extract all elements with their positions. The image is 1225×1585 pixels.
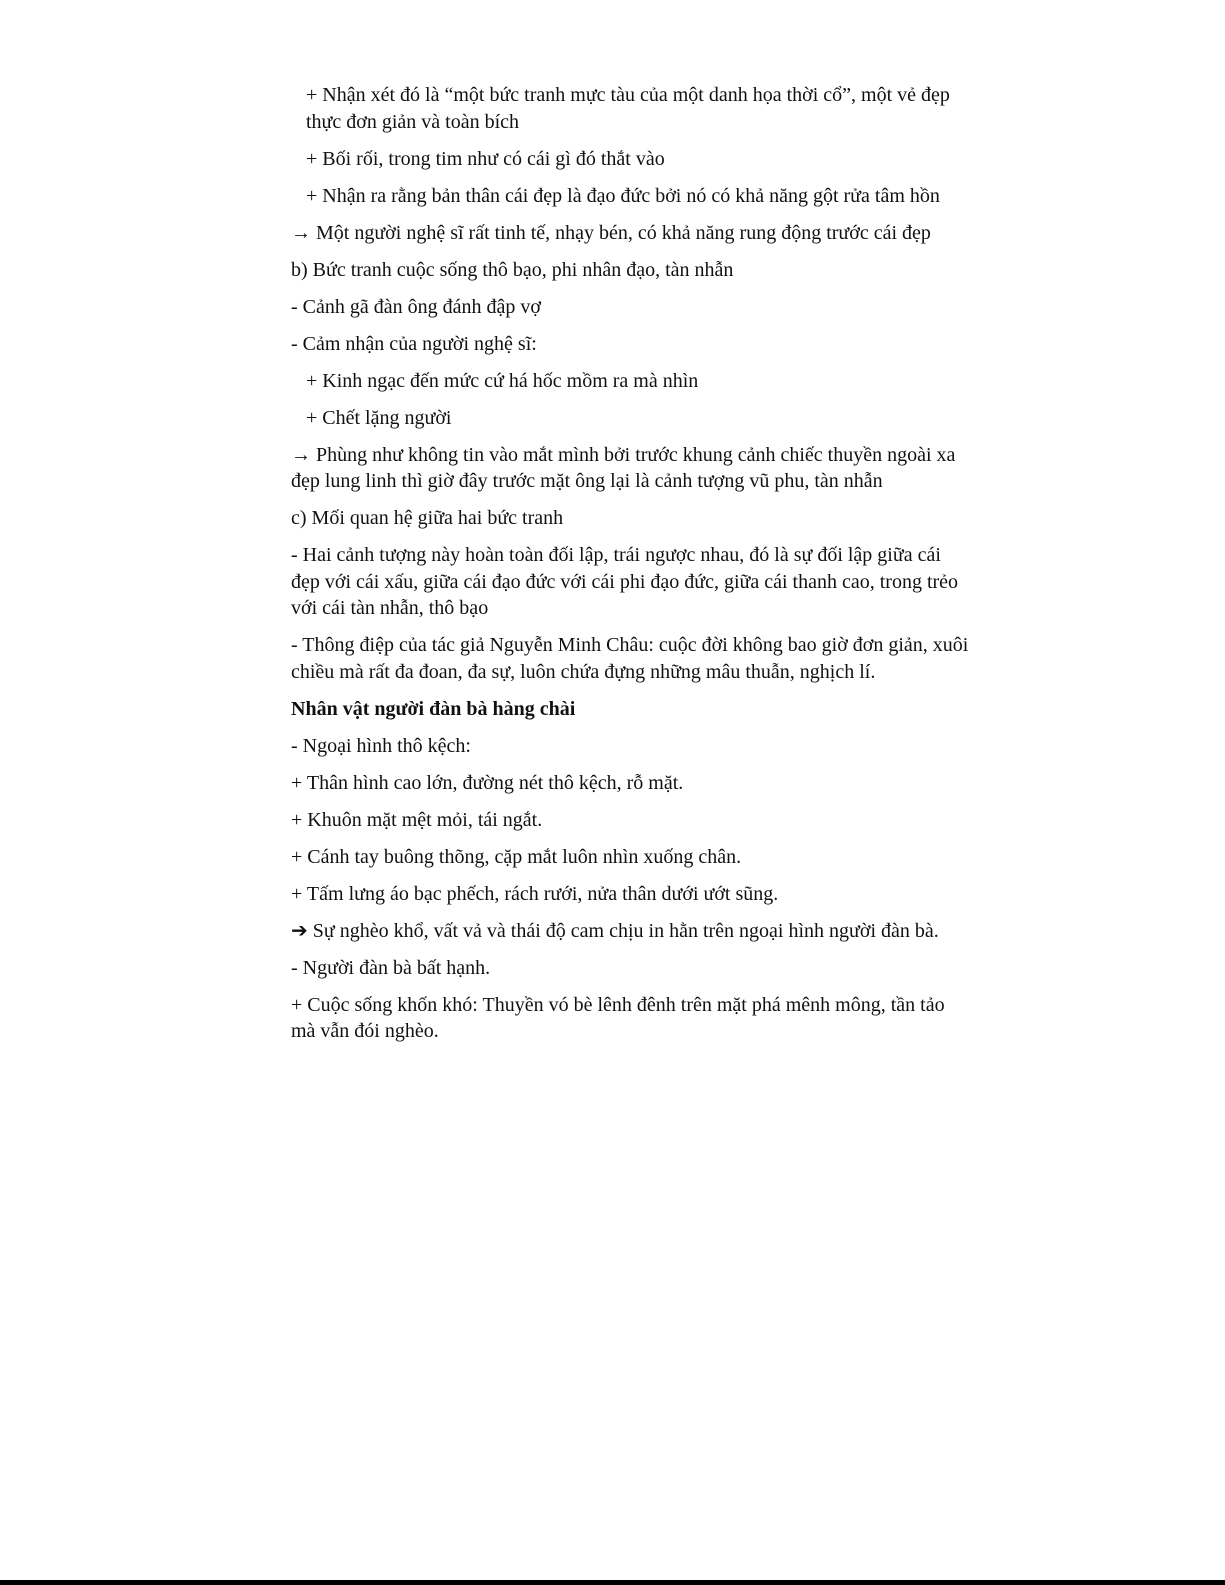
paragraph-8: + Kinh ngạc đến mức cứ há hốc mồm ra mà nhìn bbox=[306, 369, 699, 392]
paragraph-9: + Chết lặng người bbox=[306, 406, 452, 429]
section-heading: Nhân vật người đàn bà hàng chài bbox=[291, 697, 576, 720]
paragraph-15: - Ngoại hình thô kệch: bbox=[291, 734, 471, 757]
paragraph-13: - Thông điệp của tác giả Nguyễn Minh Châu: cuộc đời không bao giờ đơn giản, xuôi chiều mà rất đa đoan, đa sự, luôn chứa đựng những mâu thuẫn, nghịch lí. bbox=[291, 634, 969, 683]
paragraph-17: + Khuôn mặt mệt mỏi, tái ngắt. bbox=[291, 808, 543, 831]
paragraph-22: + Cuộc sống khốn khó: Thuyền vó bè lênh đênh trên mặt phá mênh mông, tần tảo mà vẫn đói nghèo. bbox=[291, 993, 945, 1042]
paragraph-3: + Nhận ra rằng bản thân cái đẹp là đạo đức bởi nó có khả năng gột rửa tâm hồn bbox=[306, 184, 940, 207]
paragraph-18: + Cánh tay buông thõng, cặp mắt luôn nhìn xuống chân. bbox=[291, 845, 742, 868]
paragraph-10: → Phùng như không tin vào mắt mình bởi trước khung cảnh chiếc thuyền ngoài xa đẹp lung linh thì giờ đây trước mặt ông lại là cảnh tượng vũ phu, tàn nhẫn bbox=[291, 443, 956, 492]
paragraph-7: - Cảm nhận của người nghệ sĩ: bbox=[291, 332, 537, 355]
paragraph-5: b) Bức tranh cuộc sống thô bạo, phi nhân đạo, tàn nhẫn bbox=[291, 258, 734, 281]
paragraph-11: c) Mối quan hệ giữa hai bức tranh bbox=[291, 507, 564, 529]
paragraph-20: ➔ Sự nghèo khổ, vất vả và thái độ cam chịu in hằn trên ngoại hình người đàn bà. bbox=[291, 919, 939, 942]
page-bottom-border bbox=[0, 1580, 1225, 1585]
paragraph-21: - Người đàn bà bất hạnh. bbox=[291, 956, 491, 979]
paragraph-6: - Cảnh gã đàn ông đánh đập vợ bbox=[291, 295, 541, 318]
paragraph-2: + Bối rối, trong tim như có cái gì đó thắt vào bbox=[306, 147, 665, 170]
paragraph-4: → Một người nghệ sĩ rất tinh tế, nhạy bén, có khả năng rung động trước cái đẹp bbox=[291, 221, 931, 244]
paragraph-19: + Tấm lưng áo bạc phếch, rách rưới, nửa thân dưới ướt sũng. bbox=[291, 882, 779, 905]
document-body bbox=[291, 82, 971, 1055]
paragraph-12: - Hai cảnh tượng này hoàn toàn đối lập, trái ngược nhau, đó là sự đối lập giữa cái đẹp với cái xấu, giữa cái đạo đức với cái phi đạo đức, giữa cái thanh cao, trong trẻo với cái tàn nhẫn, thô bạo bbox=[291, 544, 959, 619]
paragraph-16: + Thân hình cao lớn, đường nét thô kệch, rỗ mặt. bbox=[291, 771, 684, 794]
paragraph-1: + Nhận xét đó là “một bức tranh mực tàu của một danh họa thời cổ”, một vẻ đẹp thực đơn giản và toàn bích bbox=[306, 84, 950, 133]
